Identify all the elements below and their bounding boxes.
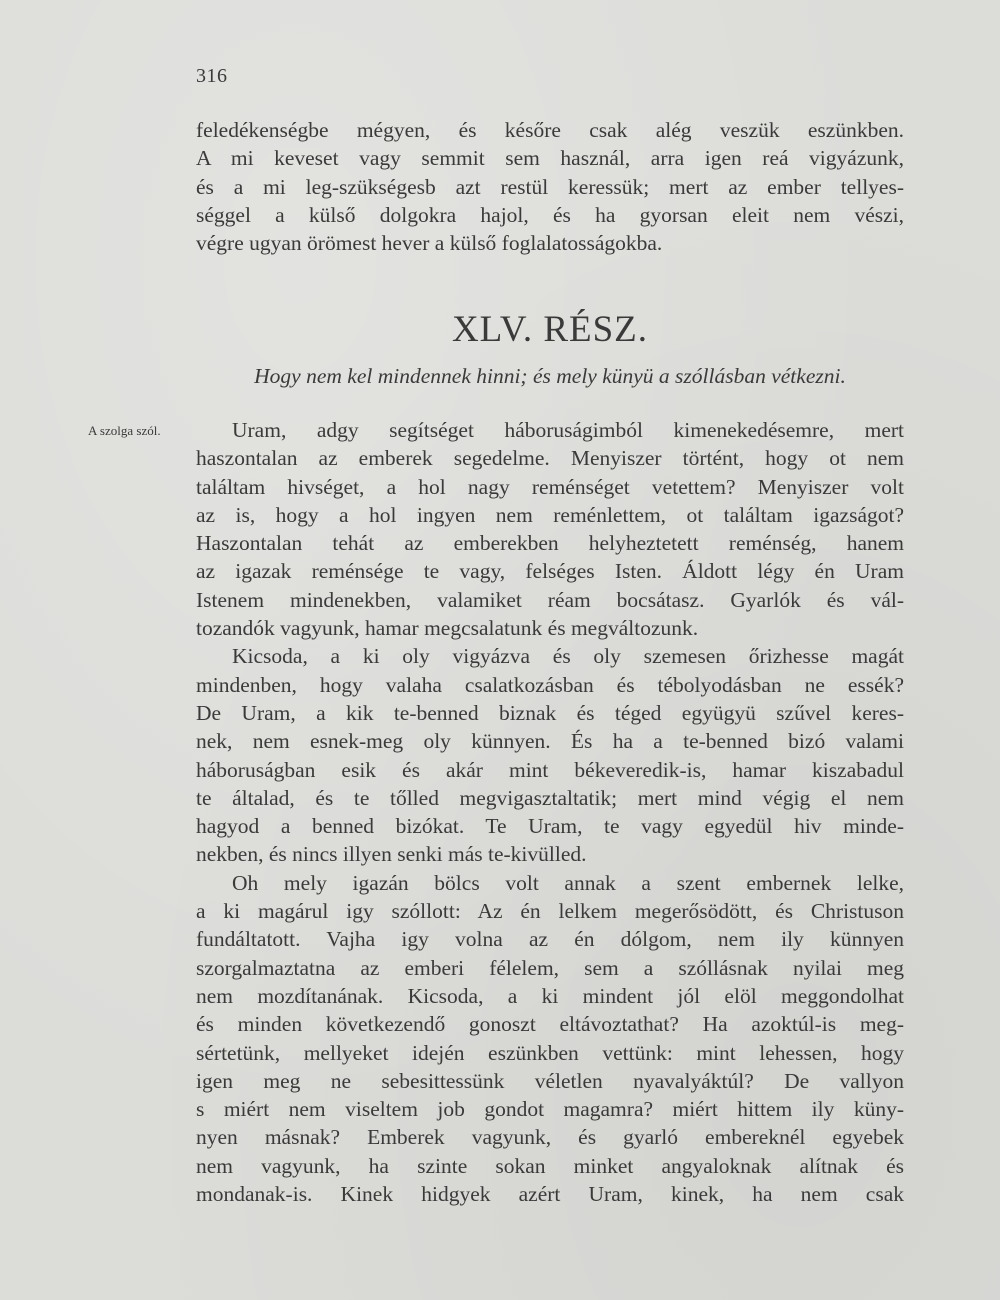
text-line: nek, nem esnek-meg oly künnyen. És ha a te-benned bizó valami (196, 729, 904, 754)
text-line: nem mozdítanának. Kicsoda, a ki mindent jól elöl meggondolhat (196, 983, 904, 1008)
margin-note: A szolga szól. (88, 423, 161, 438)
text-line: nyen másnak? Emberek vagyunk, és gyarló embereknél egyebek (196, 1125, 904, 1150)
chapter-subtitle: Hogy nem kel mindennek hinni; és mely künyü a szóllásban vétkezni. (254, 364, 846, 388)
text-line: s miért nem viseltem job gondot magamra? miért hittem ily küny- (196, 1097, 904, 1122)
text-line: séggel a külső dolgokra hajol, és ha gyorsan eleit nem vészi, (196, 202, 904, 227)
text-line: Kicsoda, a ki oly vigyázva és oly szemesen őrizhesse magát (232, 644, 904, 669)
text-line: és minden következendő gonoszt eltávoztathat? Ha azoktúl-is meg- (196, 1012, 904, 1037)
text-line: A mi keveset vagy semmit sem használ, arra igen reá vigyázunk, (196, 146, 904, 171)
text-line: és a mi leg-szükségesb azt restül keressük; mert az ember tellyes- (196, 174, 904, 199)
text-line: találtam hivséget, a hol nagy reménséget vetettem? Menyiszer volt (196, 474, 904, 499)
text-line: te általad, és te tőlled megvigasztaltatik; mert mind végig el nem (196, 785, 904, 810)
text-line: a ki magárul igy szóllott: Az én lelkem megerősödött, és Christuson (196, 899, 904, 924)
text-line: az igazak reménsége te vagy, felséges Isten. Áldott légy én Uram (196, 559, 904, 584)
top-paragraph (196, 116, 904, 257)
text-line: Uram, adgy segítséget háboruságimból kimenekedésemre, mert (232, 418, 904, 442)
text-line: De Uram, a kik te-benned biznak és téged együgyü szűvel keres- (196, 700, 904, 725)
text-line: mondanak-is. Kinek hidgyek azért Uram, kinek, ha nem csak (196, 1182, 904, 1207)
text-line: Haszontalan tehát az emberekben helyheztetett reménség, hanem (196, 531, 904, 556)
text-line: feledékenségbe mégyen, és későre csak alég veszük eszünkben. (196, 118, 904, 142)
text-line: szorgalmaztatna az emberi félelem, sem a szóllásnak nyilai meg (196, 955, 904, 980)
chapter-title: XLV. RÉSZ. (451, 309, 649, 350)
text-line: mindenben, hogy valaha csalatkozásban és tébolyodásban ne essék? (196, 672, 904, 697)
text-line: tozandók vagyunk, hamar megcsalatunk és megváltozunk. (196, 616, 699, 641)
text-line: igen meg ne sebesittessünk véletlen nyavalyáktúl? De vallyon (196, 1068, 904, 1093)
text-line: nekben, és nincs illyen senki más te-kivülled. (196, 842, 587, 867)
text-line: Istenem mindenekben, valamiket réam bocsátasz. Gyarlók és vál- (196, 587, 904, 612)
text-line: sértetünk, mellyeket idején eszünkben vettünk: mint lehessen, hogy (196, 1040, 904, 1065)
page-number: 316 (196, 65, 228, 87)
text-line: Oh mely igazán bölcs volt annak a szent embernek lelke, (232, 870, 904, 895)
text-line: haszontalan az emberek segedelme. Menyiszer történt, hogy ot nem (196, 446, 904, 471)
main-text (196, 416, 904, 1208)
text-line: háboruságban esik és akár mint békeveredik-is, hamar kiszabadul (196, 757, 904, 782)
text-line: végre ugyan örömest hever a külső foglalatosságokba. (196, 231, 663, 256)
text-line: nem vagyunk, ha szinte sokan minket angyaloknak alítnak és (196, 1153, 904, 1178)
text-line: fundáltatott. Vajha igy volna az én dólgom, nem ily künnyen (196, 927, 904, 952)
text-line: hagyod a benned bizókat. Te Uram, te vagy egyedül hiv minde- (196, 814, 904, 839)
text-line: az is, hogy a hol ingyen nem reménlettem, ot találtam igazságot? (196, 502, 904, 527)
